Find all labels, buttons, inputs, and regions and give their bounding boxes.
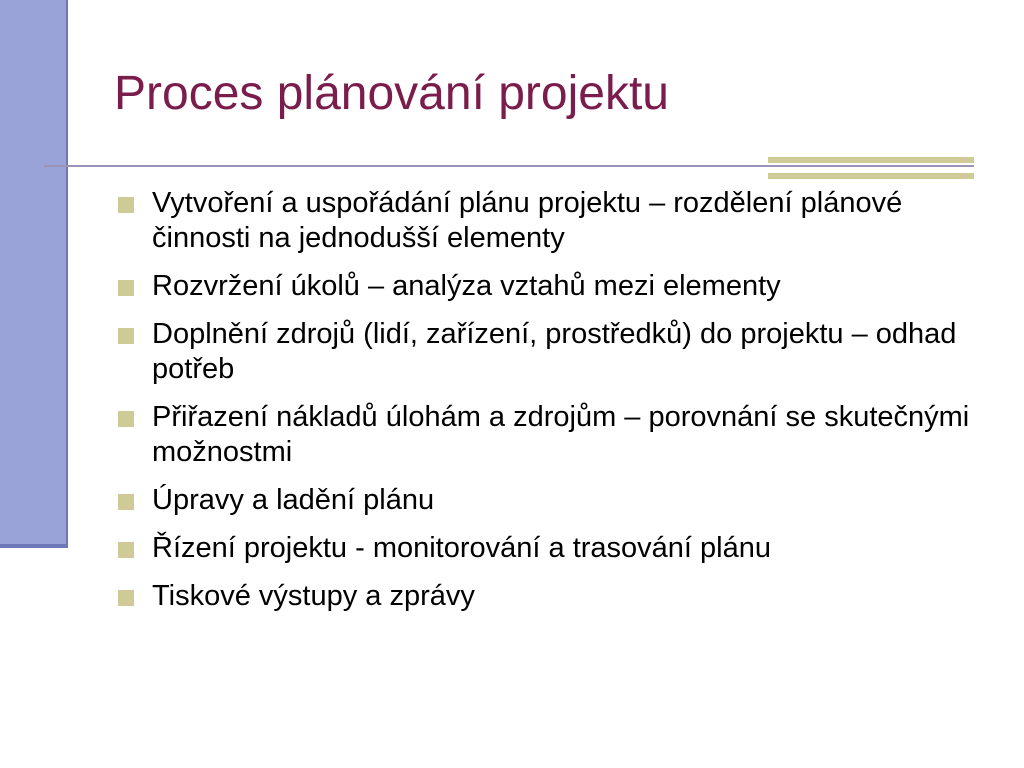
- bullet-item: [116, 483, 976, 518]
- bullet-item: [116, 186, 976, 256]
- square-bullet-icon: [118, 494, 134, 510]
- bullet-list: [116, 186, 976, 627]
- accent-bar-bottom: [768, 173, 974, 179]
- bullet-text: Úpravy a ladění plánu: [152, 484, 435, 516]
- bullet-text: Tiskové výstupy a zprávy: [152, 580, 475, 612]
- bullet-item: [116, 579, 976, 614]
- bullet-item: [116, 317, 976, 387]
- bullet-item: [116, 531, 976, 566]
- bullet-item: [116, 400, 976, 470]
- square-bullet-icon: [118, 542, 134, 558]
- accent-bars: [768, 157, 974, 179]
- square-bullet-icon: [118, 590, 134, 606]
- bullet-text: Přiřazení nákladů úlohám a zdrojům – porovnání se skutečnými možnostmi: [152, 401, 970, 468]
- bullet-text: Rozvržení úkolů – analýza vztahů mezi elementy: [152, 270, 781, 302]
- accent-bar-top: [768, 157, 974, 163]
- square-bullet-icon: [118, 411, 134, 427]
- square-bullet-icon: [118, 280, 134, 296]
- bullet-text: Doplnění zdrojů (lidí, zařízení, prostředků) do projektu – odhad potřeb: [152, 318, 957, 385]
- side-decor-bar-edge: [0, 544, 68, 548]
- bullet-item: [116, 269, 976, 304]
- bullet-text: Vytvoření a uspořádání plánu projektu – rozdělení plánové činnosti na jednodušší elementy: [152, 187, 903, 254]
- slide-title: Proces plánování projektu: [114, 67, 669, 120]
- square-bullet-icon: [118, 197, 134, 213]
- side-decor-bar: [0, 0, 68, 548]
- square-bullet-icon: [118, 328, 134, 344]
- bullet-text: Řízení projektu - monitorování a trasování plánu: [152, 532, 771, 564]
